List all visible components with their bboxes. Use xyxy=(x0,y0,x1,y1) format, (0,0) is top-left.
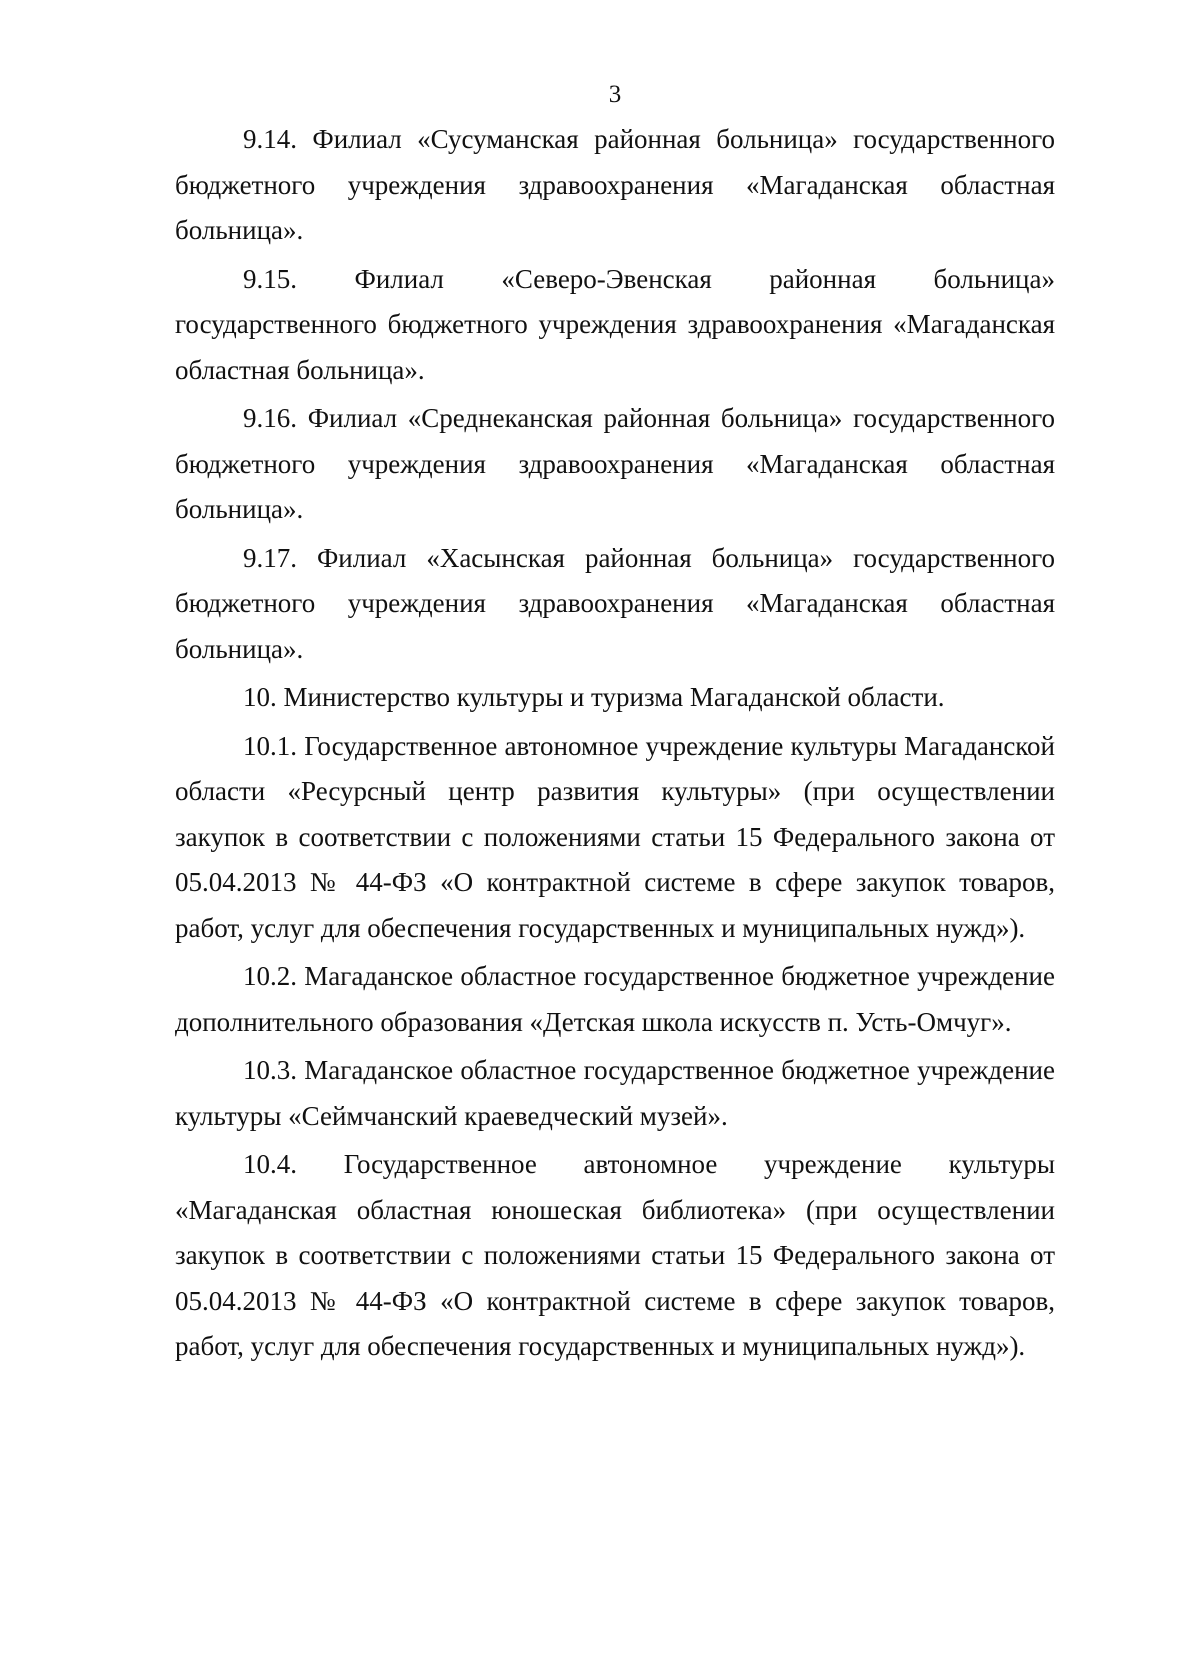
paragraph-10: 10. Министерство культуры и туризма Магаданской области. xyxy=(243,682,945,712)
paragraph-10-1: 10.1. Государственное автономное учреждение культуры Магаданской области «Ресурсный центр развития культуры» (при осуществлении закупок в соответствии с положениями статьи 15 Федерального закона от 05.04.2013 № 44-ФЗ «О контрактной системе в сфере закупок товаров, работ, услуг для обеспечения государственных и муниципальных нужд»). xyxy=(175,730,1055,943)
document-body xyxy=(175,117,1055,1373)
paragraph-10-2: 10.2. Магаданское областное государственное бюджетное учреждение дополнительного образования «Детская школа искусств п. Усть-Омчуг». xyxy=(175,961,1055,1037)
paragraph-10-4: 10.4. Государственное автономное учреждение культуры «Магаданская областная юношеская библиотека» (при осуществлении закупок в соответствии с положениями статьи 15 Федерального закона от 05.04.2013 № 44-ФЗ «О контрактной системе в сфере закупок товаров, работ, услуг для обеспечения государственных и муниципальных нужд»). xyxy=(175,1149,1055,1361)
paragraph-10-3: 10.3. Магаданское областное государственное бюджетное учреждение культуры «Сеймчанский краеведческий музей». xyxy=(175,1055,1055,1131)
paragraph-9-14: 9.14. Филиал «Сусуманская районная больница» государственного бюджетного учреждения здравоохранения «Магаданская областная больница». xyxy=(175,124,1055,245)
paragraph-9-17: 9.17. Филиал «Хасынская районная больница» государственного бюджетного учреждения здравоохранения «Магаданская областная больница». xyxy=(175,542,1055,664)
paragraph-9-16: 9.16. Филиал «Среднеканская районная больница» государственного бюджетного учреждения здравоохранения «Магаданская областная больница». xyxy=(175,403,1055,524)
paragraph-9-15: 9.15. Филиал «Северо-Эвенская районная больница» государственного бюджетного учреждения здравоохранения «Магаданская областная больница». xyxy=(175,263,1055,385)
page-number: 3 xyxy=(608,81,622,108)
